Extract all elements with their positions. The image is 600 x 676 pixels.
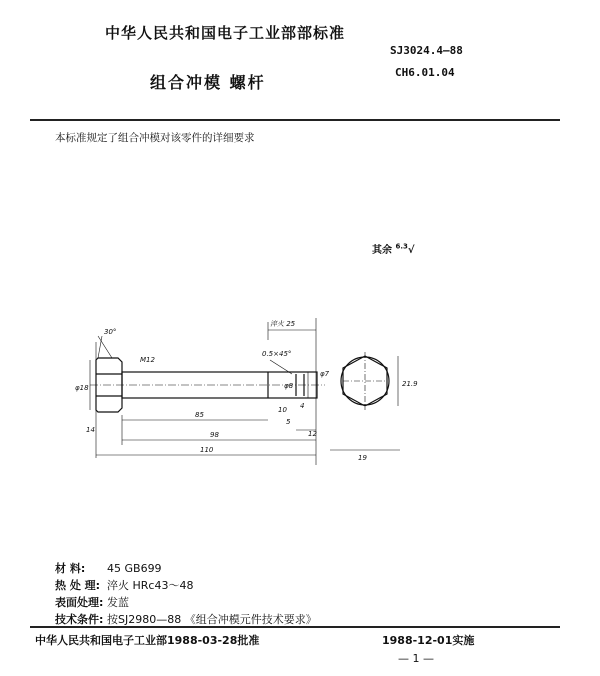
dim-12: 12 <box>308 430 317 438</box>
spec-label: 表面处理: <box>55 596 104 609</box>
spec-row <box>55 577 193 593</box>
scope-statement: 本标准规定了组合冲模对该零件的详细要求 <box>55 132 255 144</box>
standard-org-header: 中华人民共和国电子工业部部标准 <box>105 24 346 42</box>
roughness-value: 6.3 <box>395 242 408 251</box>
spec-label: 技术条件: <box>55 613 104 626</box>
dim-5: 5 <box>286 418 291 426</box>
dim-98: 98 <box>210 431 219 439</box>
part-code: CH6.01.04 <box>395 66 455 79</box>
footer-rule <box>30 626 560 628</box>
dim-10: 10 <box>278 406 287 414</box>
effective-date: 1988-12-01实施 <box>382 634 475 647</box>
spec-label: 热 处 理: <box>55 579 101 592</box>
header-rule <box>30 119 560 121</box>
spec-value: 45 GB699 <box>107 562 162 575</box>
spec-row <box>55 594 129 610</box>
roughness-note <box>372 241 415 256</box>
spec-row <box>55 560 162 576</box>
dim-chamfer: 0.5×45° <box>262 350 292 358</box>
standard-code: SJ3024.4—88 <box>390 44 463 57</box>
roughness-check-icon: √ <box>407 245 415 256</box>
spec-value: 淬火 HRc43～48 <box>107 579 194 592</box>
dim-width-flats: 21.9 <box>402 380 418 388</box>
spec-row <box>55 611 317 627</box>
dim-angle: 30° <box>104 328 117 336</box>
page-number: — 1 — <box>398 652 434 665</box>
spec-value: 发蓝 <box>107 596 129 609</box>
dim-110: 110 <box>200 446 214 454</box>
dim-thread-length: 淬火 25 <box>270 320 296 328</box>
dim-thread-spec: M12 <box>140 356 155 364</box>
dim-end-dia: φ7 <box>320 370 330 378</box>
dim-head-height: 14 <box>86 426 95 434</box>
spec-value: 按SJ2980—88 《组合冲模元件技术要求》 <box>107 613 317 626</box>
roughness-label: 其余 <box>372 245 392 256</box>
approval-note: 中华人民共和国电子工业部1988-03-28批准 <box>35 634 260 647</box>
dim-across-flats: 19 <box>358 454 367 462</box>
dim-4: 4 <box>300 402 305 410</box>
dim-head-dia: φ18 <box>75 384 89 392</box>
page-title: 组合冲模 螺杆 <box>150 73 266 92</box>
bolt-drawing <box>0 300 600 470</box>
spec-label: 材 料: <box>55 562 86 575</box>
dim-shank-dia: φ8 <box>284 382 294 390</box>
dim-85: 85 <box>195 411 204 419</box>
